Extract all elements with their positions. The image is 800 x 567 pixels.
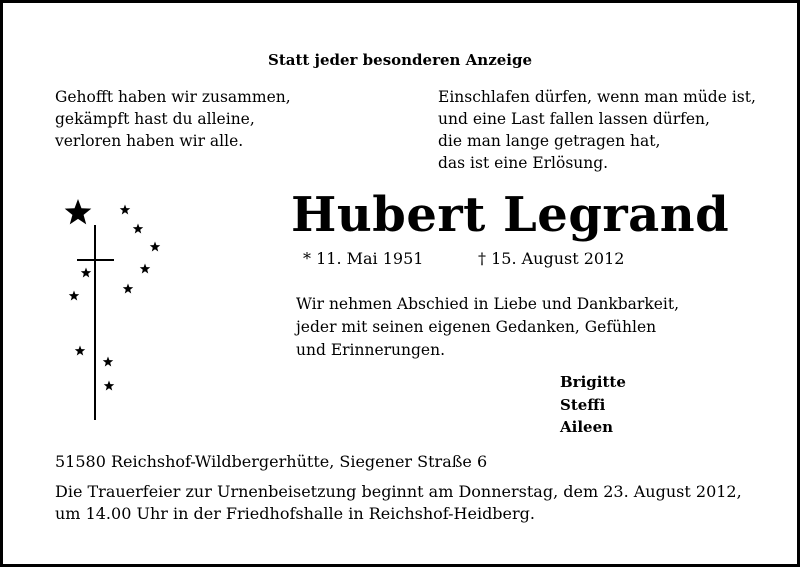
ceremony-line: Die Trauerfeier zur Urnenbeisetzung beginnt am Donnerstag, dem 23. August 2012,: [55, 482, 742, 501]
mourner-name: Brigitte: [560, 373, 626, 391]
death-date: † 15. August 2012: [478, 249, 625, 268]
deceased-name: Hubert Legrand: [291, 187, 730, 243]
farewell-line: Wir nehmen Abschied in Liebe und Dankbarkeit,: [296, 295, 680, 313]
verse-right: [438, 86, 756, 174]
farewell-line: und Erinnerungen.: [296, 341, 446, 359]
star-icon: [123, 284, 133, 294]
verse-left-line: verloren haben wir alle.: [55, 132, 244, 150]
verse-right-line: Einschlafen dürfen, wenn man müde ist,: [438, 88, 756, 106]
ceremony-text: [55, 481, 742, 524]
verse-right-line: das ist eine Erlösung.: [438, 154, 609, 172]
verse-right-line: und eine Last fallen lassen dürfen,: [438, 110, 710, 128]
verse-right-line: die man lange getragen hat,: [438, 132, 661, 150]
cross-and-stars-emblem: [53, 193, 168, 423]
farewell-line: jeder mit seinen eigenen Gedanken, Gefühlen: [296, 318, 657, 336]
notice-header: Statt jeder besonderen Anzeige: [267, 51, 533, 69]
mourners-list: [560, 371, 626, 439]
star-icon: [103, 357, 113, 367]
star-icon: [133, 224, 143, 234]
star-icon: [150, 242, 160, 252]
star-icon: [104, 381, 114, 391]
star-icon: [65, 199, 92, 224]
star-icon: [140, 264, 150, 274]
birth-date: * 11. Mai 1951: [303, 249, 424, 268]
verse-left: [55, 86, 291, 152]
star-icon: [69, 291, 79, 301]
ceremony-line: um 14.00 Uhr in der Friedhofshalle in Reichshof-Heidberg.: [55, 503, 535, 523]
star-icon: [120, 205, 130, 215]
address-line: 51580 Reichshof-Wildbergerhütte, Siegener Straße 6: [55, 452, 488, 471]
verse-left-line: gekämpft hast du alleine,: [55, 110, 255, 128]
cross-icon: [77, 225, 114, 420]
mourner-name: Aileen: [560, 418, 614, 436]
star-icon: [81, 268, 91, 278]
farewell-text: [296, 293, 679, 362]
mourner-name: Steffi: [560, 395, 606, 414]
verse-left-line: Gehofft haben wir zusammen,: [55, 88, 291, 106]
star-icon: [75, 346, 85, 356]
